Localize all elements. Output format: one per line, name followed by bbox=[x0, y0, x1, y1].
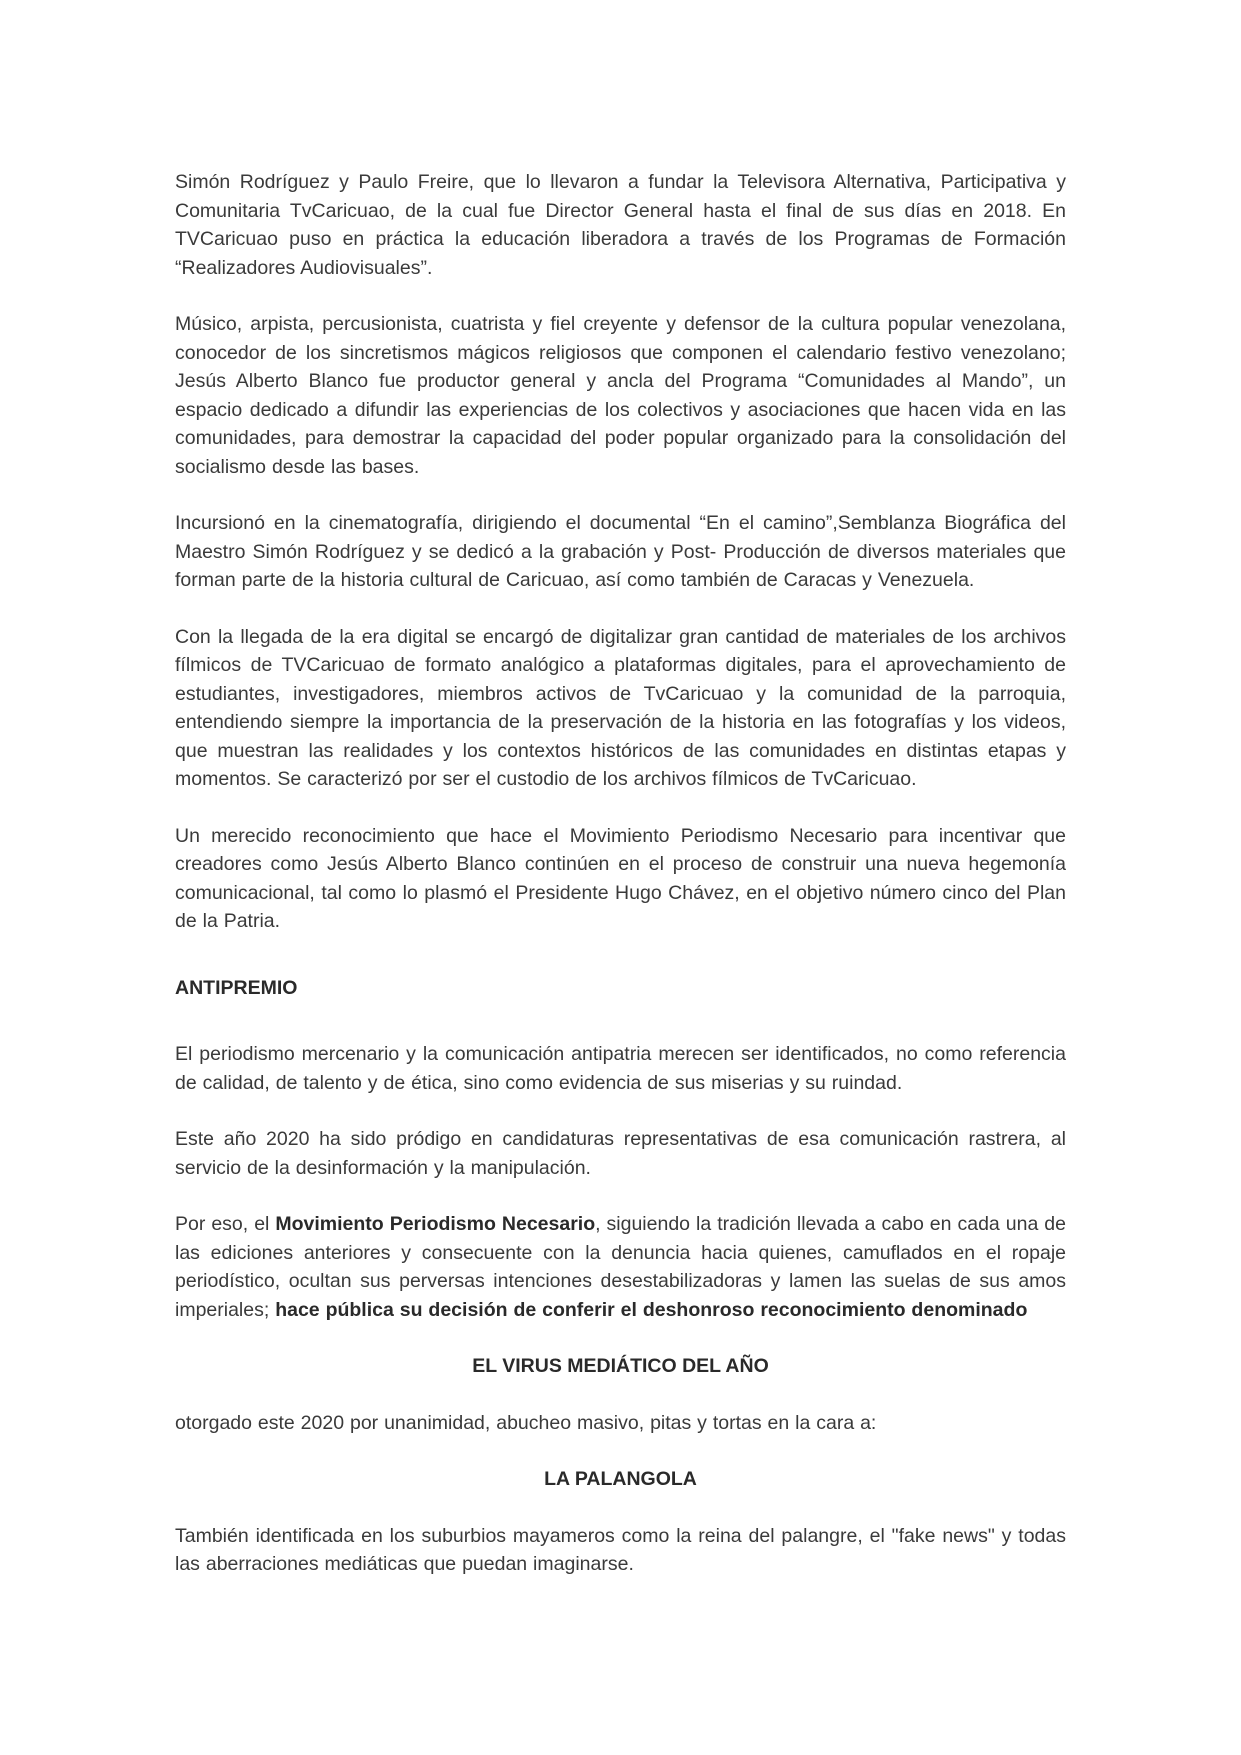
paragraph-cinematografia: Incursionó en la cinematografía, dirigiendo el documental “En el camino”,Semblanza Biográfica del Maestro Simón Rodríguez y se dedicó a la grabación y Post- Producción de diversos materiales que forman parte de la historia cultural de Caricuao, así como también de Caracas y Venezuela. bbox=[175, 512, 1066, 591]
por-eso-middle-text: , siguiendo la tradición llevada a cabo en cada una de las ediciones anteriores y consecuente con la denuncia hacia quienes, camuflados en el ropaje periodístico, ocultan sus perversas intenciones desestabilizadoras y lamen las suelas de sus amos imperiales; bbox=[175, 1213, 1066, 1321]
paragraph-otorgado: otorgado este 2020 por unanimidad, abucheo masivo, pitas y tortas en la cara a: bbox=[175, 1411, 877, 1434]
paragraph-tambien-identificada: También identificada en los suburbios mayameros como la reina del palangre, el "fake news" y todas las aberraciones mediáticas que puedan imaginarse. bbox=[175, 1524, 1066, 1575]
paragraph-periodismo-mercenario: El periodismo mercenario y la comunicación antipatria merecen ser identificados, no como referencia de calidad, de talento y de ética, sino como evidencia de sus miserias y su ruindad. bbox=[175, 1043, 1066, 1094]
awardee-name-la-palangola: LA PALANGOLA bbox=[544, 1468, 697, 1490]
bold-decision-text: hace pública su decisión de conferir el deshonroso reconocimiento denominado bbox=[275, 1298, 1028, 1321]
paragraph-musico: Músico, arpista, percusionista, cuatrista y fiel creyente y defensor de la cultura popular venezolana, conocedor de los sincretismos mágicos religiosos que componen el calendario festivo venezolano; Jesús Alberto Blanco fue productor general y ancla del Programa “Comunidades al Mando”, un espacio dedicado a difundir las experiencias de los colectivos y asociaciones que hacen vida en las comunidades, para demostrar la capacidad del poder popular organizado para la consolidación del socialismo desde las bases. bbox=[175, 313, 1066, 478]
por-eso-lead-text: Por eso, el bbox=[175, 1213, 276, 1235]
section-heading-antipremio: ANTIPREMIO bbox=[175, 976, 298, 999]
bold-movimiento-periodismo-necesario: Movimiento Periodismo Necesario bbox=[275, 1213, 596, 1235]
paragraph-este-ano-2020: Este año 2020 ha sido pródigo en candidaturas representativas de esa comunicación rastrera, al servicio de la desinformación y la manipulación. bbox=[175, 1128, 1066, 1179]
paragraph-reconocimiento: Un merecido reconocimiento que hace el Movimiento Periodismo Necesario para incentivar que creadores como Jesús Alberto Blanco continúen en el proceso de construir una nueva hegemonía comunicacional, tal como lo plasmó el Presidente Hugo Chávez, en el objetivo número cinco del Plan de la Patria. bbox=[175, 824, 1066, 932]
award-title-virus-mediatico: EL VIRUS MEDIÁTICO DEL AÑO bbox=[472, 1355, 769, 1377]
paragraph-era-digital: Con la llegada de la era digital se encargó de digitalizar gran cantidad de materiales de los archivos fílmicos de TVCaricuao de formato analógico a plataformas digitales, para el aprovechamiento de estudiantes, investigadores, miembros activos de TvCaricuao y la comunidad de la parroquia, entendiendo siempre la importancia de la preservación de la historia en las fotografías y los videos, que muestran las realidades y los contextos históricos de las comunidades en distintas etapas y momentos. Se caracterizó por ser el custodio de los archivos fílmicos de TvCaricuao. bbox=[175, 625, 1066, 790]
paragraph-tvcaricuao-bio: Simón Rodríguez y Paulo Freire, que lo llevaron a fundar la Televisora Alternativa, Participativa y Comunitaria TvCaricuao, de la cual fue Director General hasta el final de sus días en 2018. En TVCaricuao puso en práctica la educación liberadora a través de los Programas de Formación “Realizadores Audiovisuales”. bbox=[175, 171, 1066, 279]
paragraph-por-eso bbox=[175, 1210, 1066, 1324]
